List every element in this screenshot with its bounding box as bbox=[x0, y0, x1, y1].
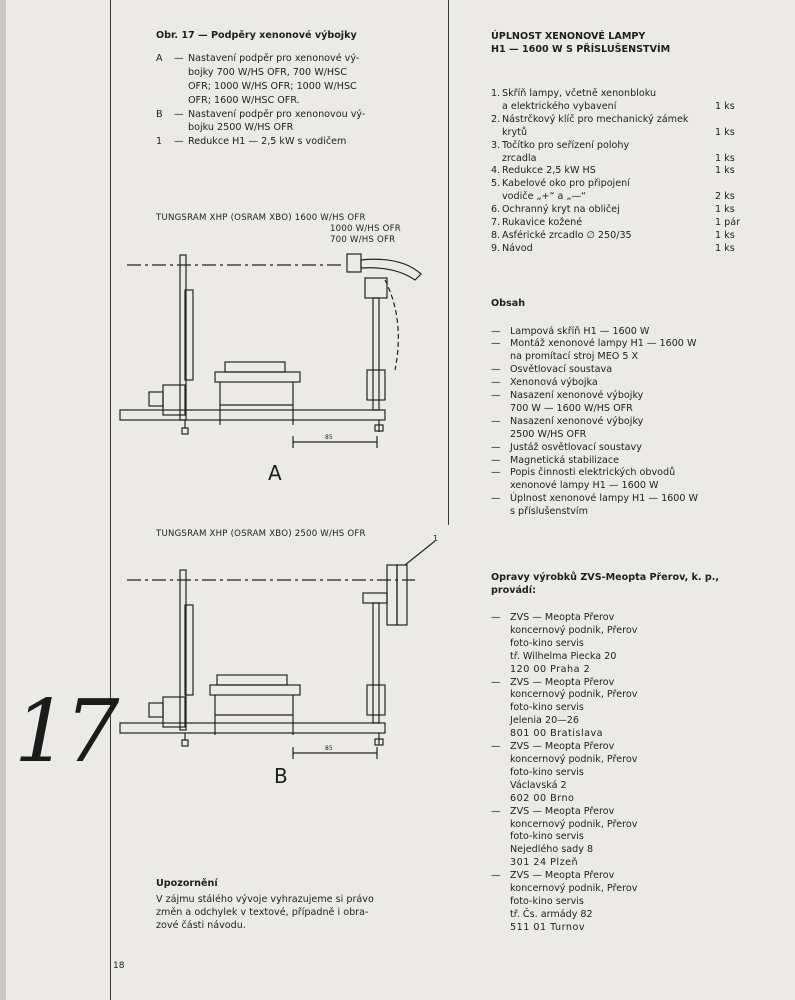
caption-item-row bbox=[156, 67, 426, 80]
contents-item-dash: — bbox=[491, 467, 501, 479]
repairs-list-item bbox=[491, 702, 753, 715]
repairs-list-item bbox=[491, 612, 753, 625]
contents-list-item bbox=[491, 416, 753, 429]
repairs-item-dash bbox=[491, 883, 510, 896]
parts-item-number: 3. bbox=[491, 139, 501, 151]
parts-item-quantity: 1 ks bbox=[715, 126, 735, 138]
repairs-list-item bbox=[491, 651, 753, 664]
contents-item-dash bbox=[491, 351, 510, 364]
caption-item-dash bbox=[174, 122, 188, 135]
repairs-list-item bbox=[491, 728, 753, 741]
caption-item-dash: — bbox=[174, 136, 184, 148]
figure-a-label bbox=[156, 213, 401, 246]
parts-item-quantity bbox=[715, 178, 753, 191]
repairs-item-dash bbox=[491, 857, 510, 870]
parts-list-item bbox=[491, 88, 753, 101]
repairs-list-item bbox=[491, 896, 753, 909]
repairs-list-item bbox=[491, 625, 753, 638]
repairs-item-text: 801 00 Bratislava bbox=[510, 728, 604, 740]
parts-item-quantity: 1 ks bbox=[715, 100, 735, 112]
caption-item-key bbox=[156, 122, 174, 135]
parts-list-item bbox=[491, 191, 753, 204]
parts-item-quantity: 1 ks bbox=[715, 229, 735, 241]
figure-b-drawing bbox=[115, 535, 445, 760]
contents-item-text: Nasazení xenonové výbojky bbox=[510, 390, 644, 402]
parts-item-quantity bbox=[715, 88, 753, 101]
contents-item-text: Nasazení xenonové výbojky bbox=[510, 415, 644, 427]
contents-item-text: Lampová skříň H1 — 1600 W bbox=[510, 325, 650, 337]
repairs-item-text: foto-kino servis bbox=[510, 831, 584, 843]
caption-item-row bbox=[156, 136, 426, 149]
completeness-section bbox=[491, 31, 753, 256]
caption-item-row bbox=[156, 122, 426, 135]
repairs-item-text: ZVS — Meopta Přerov bbox=[510, 612, 615, 623]
contents-item-dash: — bbox=[491, 441, 501, 453]
repairs-list-item bbox=[491, 715, 753, 728]
repairs-item-dash bbox=[491, 844, 510, 857]
repairs-item-dash: — bbox=[491, 870, 501, 882]
contents-item-text: 2500 W/HS OFR bbox=[510, 428, 587, 440]
caption-item-text: OFR; 1600 W/HSC OFR. bbox=[188, 94, 300, 106]
parts-item-quantity bbox=[715, 114, 753, 127]
contents-item-text: na promítací stroj MEO 5 X bbox=[510, 351, 639, 363]
contents-item-dash: — bbox=[491, 390, 501, 402]
repairs-item-dash bbox=[491, 625, 510, 638]
caption-item-dash bbox=[174, 81, 188, 94]
caption-item-text: bojky 700 W/HS OFR, 700 W/HSC bbox=[188, 66, 347, 78]
parts-list-item bbox=[491, 114, 753, 127]
contents-list-item bbox=[491, 480, 753, 493]
repairs-item-text: Nejedlého sady 8 bbox=[510, 844, 594, 856]
repairs-item-dash bbox=[491, 702, 510, 715]
parts-list-item bbox=[491, 153, 753, 166]
repairs-list-item bbox=[491, 806, 753, 819]
repairs-item-text: Václavská 2 bbox=[510, 779, 567, 791]
figure-a-label-line: 700 W/HS OFR bbox=[330, 235, 396, 245]
repairs-item-text: 120 00 Praha 2 bbox=[510, 663, 591, 675]
repairs-item-text: foto-kino servis bbox=[510, 895, 584, 907]
contents-item-dash: — bbox=[491, 338, 501, 350]
contents-list-item bbox=[491, 351, 753, 364]
caption-item-dash: — bbox=[174, 108, 184, 120]
figure-a-drawing bbox=[115, 250, 445, 450]
contents-list-item bbox=[491, 442, 753, 455]
repairs-item-dash: — bbox=[491, 612, 501, 623]
contents-list-item bbox=[491, 326, 753, 339]
caption-item-row bbox=[156, 109, 426, 122]
contents-item-dash bbox=[491, 403, 510, 416]
parts-list bbox=[491, 88, 753, 256]
parts-item-text: Skříň lampy, včetně xenonbloku bbox=[502, 88, 657, 99]
parts-item-quantity: 2 ks bbox=[715, 191, 735, 203]
contents-item-text: Úplnost xenonové lampy H1 — 1600 W bbox=[510, 493, 699, 505]
parts-item-text: Točítko pro seřízení polohy bbox=[502, 139, 630, 151]
contents-list-item bbox=[491, 455, 753, 468]
caption-item-text: Redukce H1 — 2,5 kW s vodičem bbox=[188, 136, 347, 148]
contents-title: Obsah bbox=[491, 298, 526, 309]
parts-list-item bbox=[491, 243, 753, 256]
repairs-item-dash bbox=[491, 689, 510, 702]
parts-item-text: a elektrického vybavení bbox=[502, 100, 617, 112]
parts-list-item bbox=[491, 178, 753, 191]
contents-item-dash bbox=[491, 506, 510, 519]
chapter-number: 17 bbox=[14, 682, 116, 782]
figure-a-label-line: TUNGSRAM XHP (OSRAM XBO) 1600 W/HS OFR bbox=[156, 213, 366, 223]
parts-list-item bbox=[491, 127, 753, 140]
parts-item-text: Rukavice kožené bbox=[502, 217, 583, 229]
parts-item-number bbox=[491, 127, 502, 140]
repairs-list-item bbox=[491, 767, 753, 780]
completeness-title-line: H1 — 1600 W S PŘÍSLUŠENSTVÍM bbox=[491, 43, 671, 55]
caption-item-row bbox=[156, 95, 426, 108]
repairs-list bbox=[491, 612, 753, 935]
repairs-item-dash bbox=[491, 728, 510, 741]
contents-list-item bbox=[491, 364, 753, 377]
contents-list-item bbox=[491, 338, 753, 351]
repairs-item-text: koncernový podnik, Přerov bbox=[510, 818, 638, 830]
margin-rule bbox=[110, 0, 111, 1000]
contents-section bbox=[491, 298, 753, 519]
repairs-title-line: Opravy výrobků ZVS-Meopta Přerov, k. p., bbox=[491, 572, 720, 583]
parts-item-text: Redukce 2,5 kW HS bbox=[502, 165, 596, 177]
repairs-list-item bbox=[491, 883, 753, 896]
repairs-section bbox=[491, 572, 753, 935]
parts-item-quantity: 1 ks bbox=[715, 165, 735, 177]
repairs-item-dash bbox=[491, 922, 510, 935]
parts-item-number bbox=[491, 101, 502, 114]
repairs-item-text: foto-kino servis bbox=[510, 702, 584, 714]
parts-list-item bbox=[491, 165, 753, 178]
repairs-item-text: 511 01 Turnov bbox=[510, 921, 586, 933]
repairs-item-dash bbox=[491, 793, 510, 806]
caption-item-row bbox=[156, 81, 426, 94]
repairs-item-text: 301 24 Plzeň bbox=[510, 857, 579, 869]
parts-item-text: zrcadla bbox=[502, 152, 537, 164]
parts-list-item bbox=[491, 217, 753, 230]
caption-item-key: 1 bbox=[156, 136, 163, 148]
repairs-list-item bbox=[491, 819, 753, 832]
repairs-list-item bbox=[491, 870, 753, 883]
contents-item-text: Popis činnosti elektrických obvodů bbox=[510, 467, 676, 479]
repairs-list-item bbox=[491, 857, 753, 870]
caption-item-text: OFR; 1000 W/HS OFR; 1000 W/HSC bbox=[188, 80, 357, 92]
repairs-item-dash: — bbox=[491, 805, 501, 817]
repairs-item-text: koncernový podnik, Přerov bbox=[510, 624, 638, 636]
contents-list-item bbox=[491, 377, 753, 390]
contents-list-item bbox=[491, 493, 753, 506]
repairs-title-line: provádí: bbox=[491, 584, 536, 596]
caption-item-key: B bbox=[156, 108, 163, 120]
parts-item-number: 7. bbox=[491, 217, 501, 229]
contents-item-text: s příslušenstvím bbox=[510, 506, 588, 518]
repairs-list-item bbox=[491, 638, 753, 651]
parts-item-text: vodiče „+“ a „—“ bbox=[502, 191, 587, 203]
caption-item-dash bbox=[174, 95, 188, 108]
contents-list-item bbox=[491, 403, 753, 416]
figure-caption bbox=[156, 30, 426, 150]
caption-item-text: Nastavení podpěr pro xenonovou vý- bbox=[188, 108, 366, 120]
caption-item-text: bojku 2500 W/HS OFR bbox=[188, 122, 294, 134]
contents-item-text: Osvětlovací soustava bbox=[510, 364, 613, 376]
repairs-item-text: 602 00 Brno bbox=[510, 792, 575, 804]
repairs-item-text: koncernový podnik, Přerov bbox=[510, 883, 638, 895]
repairs-item-dash bbox=[491, 831, 510, 844]
repairs-item-text: ZVS — Meopta Přerov bbox=[510, 805, 615, 817]
contents-item-text: Montáž xenonové lampy H1 — 1600 W bbox=[510, 338, 697, 350]
repairs-item-dash bbox=[491, 819, 510, 832]
repairs-item-dash bbox=[491, 754, 510, 767]
warning-block bbox=[156, 878, 441, 933]
parts-item-text: Ochranný kryt na obličej bbox=[502, 204, 620, 216]
figure-b-letter: B bbox=[274, 764, 288, 788]
repairs-list-item bbox=[491, 793, 753, 806]
parts-item-number: 9. bbox=[491, 242, 501, 254]
parts-item-quantity: 1 ks bbox=[715, 152, 735, 164]
contents-item-dash: — bbox=[491, 377, 501, 389]
parts-item-number bbox=[491, 153, 502, 166]
repairs-item-dash bbox=[491, 651, 510, 664]
repairs-list-item bbox=[491, 922, 753, 935]
repairs-item-text: koncernový podnik, Přerov bbox=[510, 689, 638, 701]
repairs-list-item bbox=[491, 831, 753, 844]
repairs-item-text: Jelenia 20—26 bbox=[510, 715, 579, 727]
caption-item-key bbox=[156, 95, 174, 108]
repairs-item-dash bbox=[491, 767, 510, 780]
repairs-item-text: ZVS — Meopta Přerov bbox=[510, 676, 615, 688]
contents-list-item bbox=[491, 390, 753, 403]
caption-item-row bbox=[156, 53, 426, 66]
repairs-item-text: tř. Wilhelma Piecka 20 bbox=[510, 650, 617, 662]
caption-item-dash bbox=[174, 67, 188, 80]
figure-a-letter: A bbox=[268, 461, 282, 485]
parts-list-item bbox=[491, 101, 753, 114]
parts-list-item bbox=[491, 230, 753, 243]
completeness-title-line: ÚPLNOST XENONOVÉ LAMPY bbox=[491, 31, 646, 42]
repairs-list-item bbox=[491, 754, 753, 767]
repairs-list-item bbox=[491, 844, 753, 857]
warning-line: zové části návodu. bbox=[156, 919, 246, 931]
figure-b-label: TUNGSRAM XHP (OSRAM XBO) 2500 W/HS OFR bbox=[156, 529, 366, 539]
contents-item-dash bbox=[491, 480, 510, 493]
contents-list-item bbox=[491, 506, 753, 519]
parts-item-text: krytů bbox=[502, 126, 528, 138]
repairs-item-text: ZVS — Meopta Přerov bbox=[510, 870, 615, 882]
repairs-item-dash bbox=[491, 715, 510, 728]
contents-item-dash bbox=[491, 429, 510, 442]
contents-list-item bbox=[491, 467, 753, 480]
parts-item-quantity: 1 ks bbox=[715, 204, 735, 216]
repairs-list-item bbox=[491, 664, 753, 677]
warning-line: změn a odchylek v textové, případně i obra- bbox=[156, 906, 369, 918]
contents-item-dash: — bbox=[491, 454, 501, 466]
page-number: 18 bbox=[113, 961, 125, 971]
contents-item-dash: — bbox=[491, 493, 501, 505]
caption-item-key bbox=[156, 67, 174, 80]
repairs-list-item bbox=[491, 689, 753, 702]
parts-item-number: 4. bbox=[491, 165, 501, 177]
contents-item-dash: — bbox=[491, 415, 501, 427]
parts-item-number: 5. bbox=[491, 178, 501, 190]
repairs-item-text: foto-kino servis bbox=[510, 637, 584, 649]
repairs-item-text: ZVS — Meopta Přerov bbox=[510, 741, 615, 753]
parts-item-number: 2. bbox=[491, 113, 501, 125]
contents-item-text: xenonové lampy H1 — 1600 W bbox=[510, 480, 659, 492]
repairs-item-dash bbox=[491, 909, 510, 922]
warning-text bbox=[156, 894, 441, 933]
page-edge-shadow bbox=[0, 0, 6, 1000]
contents-item-text: Magnetická stabilizace bbox=[510, 454, 620, 466]
parts-item-quantity: 1 ks bbox=[715, 242, 735, 254]
caption-item-text: Nastavení podpěr pro xenonové vý- bbox=[188, 52, 360, 64]
parts-item-text: Asférické zrcadlo ∅ 250/35 bbox=[502, 229, 632, 241]
contents-item-text: Justáž osvětlovací soustavy bbox=[510, 441, 642, 453]
repairs-item-text: koncernový podnik, Přerov bbox=[510, 753, 638, 765]
repairs-item-dash bbox=[491, 638, 510, 651]
parts-list-item bbox=[491, 140, 753, 153]
parts-item-number: 6. bbox=[491, 204, 501, 216]
repairs-item-dash bbox=[491, 896, 510, 909]
figure-b-dimension: 85 bbox=[325, 745, 333, 752]
caption-item-dash: — bbox=[174, 52, 184, 64]
figure-a-label-line: 1000 W/HS OFR bbox=[330, 224, 401, 234]
caption-item-key bbox=[156, 81, 174, 94]
caption-list bbox=[156, 53, 426, 149]
repairs-item-dash bbox=[491, 664, 510, 677]
repairs-item-text: tř. Čs. armády 82 bbox=[510, 908, 593, 920]
figure-b-callout: 1 bbox=[433, 535, 439, 543]
warning-title: Upozornění bbox=[156, 878, 218, 889]
warning-line: V zájmu stálého vývoje vyhrazujeme si právo bbox=[156, 893, 374, 905]
parts-item-quantity: 1 pár bbox=[715, 217, 741, 229]
repairs-item-dash: — bbox=[491, 741, 501, 753]
repairs-item-dash bbox=[491, 780, 510, 793]
repairs-list-item bbox=[491, 909, 753, 922]
parts-item-text: Kabelové oko pro připojení bbox=[502, 178, 630, 190]
parts-item-number: 8. bbox=[491, 229, 501, 241]
contents-item-text: Xenonová výbojka bbox=[510, 377, 598, 389]
caption-title: Obr. 17 — Podpěry xenonové výbojky bbox=[156, 30, 357, 41]
repairs-item-dash: — bbox=[491, 676, 501, 688]
repairs-list-item bbox=[491, 780, 753, 793]
repairs-list-item bbox=[491, 677, 753, 690]
repairs-list-item bbox=[491, 741, 753, 754]
contents-item-dash: — bbox=[491, 364, 501, 376]
parts-list-item bbox=[491, 204, 753, 217]
contents-item-text: 700 W — 1600 W/HS OFR bbox=[510, 402, 633, 414]
column-rule bbox=[448, 0, 449, 525]
figure-a-dimension: 85 bbox=[325, 434, 333, 441]
contents-list bbox=[491, 326, 753, 520]
parts-item-number: 1. bbox=[491, 88, 501, 99]
caption-item-key: A bbox=[156, 52, 163, 64]
parts-item-number bbox=[491, 191, 502, 204]
parts-item-quantity bbox=[715, 140, 753, 153]
contents-list-item bbox=[491, 429, 753, 442]
parts-item-text: Návod bbox=[502, 242, 533, 254]
contents-item-dash: — bbox=[491, 325, 501, 337]
parts-item-text: Nástrčkový klíč pro mechanický zámek bbox=[502, 113, 689, 125]
repairs-item-text: foto-kino servis bbox=[510, 766, 584, 778]
